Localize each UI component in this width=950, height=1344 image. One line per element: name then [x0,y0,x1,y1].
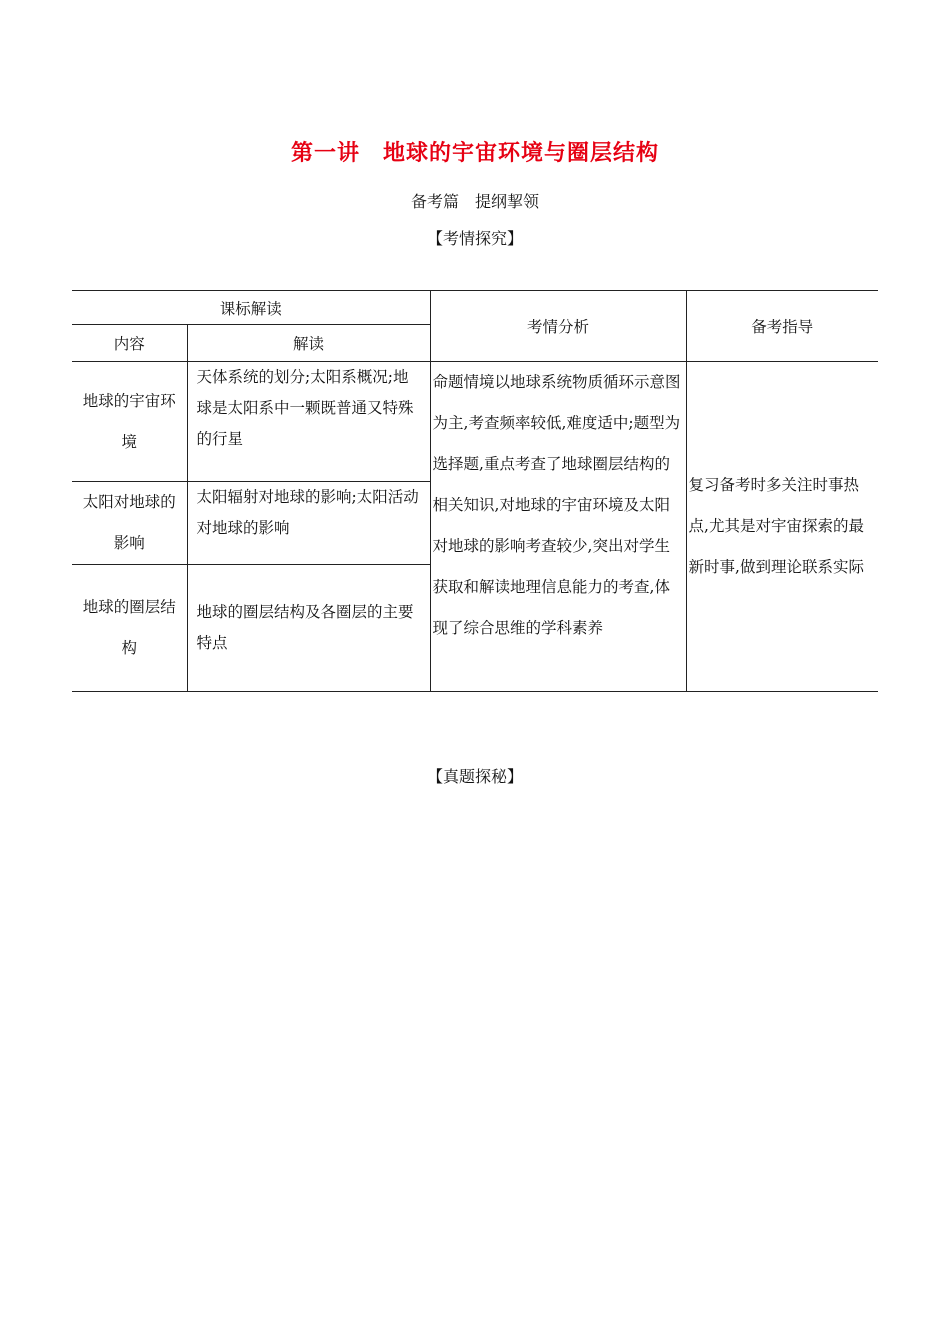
document-subtitle: 备考篇 提纲挈领 [410,192,539,211]
section-heading-exam-analysis: 【考情探究】 [426,229,523,248]
preparation-guidance-text: 复习备考时多关注时事热点,尤其是对宇宙探索的最新时事,做到理论联系实际 [686,362,878,692]
exam-analysis-text: 命题情境以地球系统物质循环示意图为主,考查频率较低,难度适中;题型为选择题,重点考查了地球圈层结构的相关知识,对地球的宇宙环境及太阳对地球的影响考查较少,突出对学生获取和解读地理信息能力的考查,体现了综合思维的学科素养 [430,362,686,692]
header-curriculum-interpretation: 课标解读 [72,291,430,325]
row-content: 太阳对地球的影响 [72,482,187,565]
table-row [72,362,878,482]
row-interpretation: 地球的圈层结构及各圈层的主要特点 [187,565,430,692]
header-exam-analysis: 考情分析 [430,291,686,362]
row-interpretation: 天体系统的划分;太阳系概况;地球是太阳系中一颗既普通又特殊的行星 [187,362,430,482]
table-header-row [72,291,878,325]
header-preparation-guidance: 备考指导 [686,291,878,362]
row-content: 地球的圈层结构 [72,565,187,692]
row-interpretation: 太阳辐射对地球的影响;太阳活动对地球的影响 [187,482,430,565]
header-content: 内容 [72,325,187,362]
section-heading-real-exam: 【真题探秘】 [426,767,523,786]
row-content: 地球的宇宙环境 [72,362,187,482]
exam-overview-table [72,290,878,692]
header-interpretation: 解读 [187,325,430,362]
document-title: 第一讲 地球的宇宙环境与圈层结构 [290,140,659,166]
